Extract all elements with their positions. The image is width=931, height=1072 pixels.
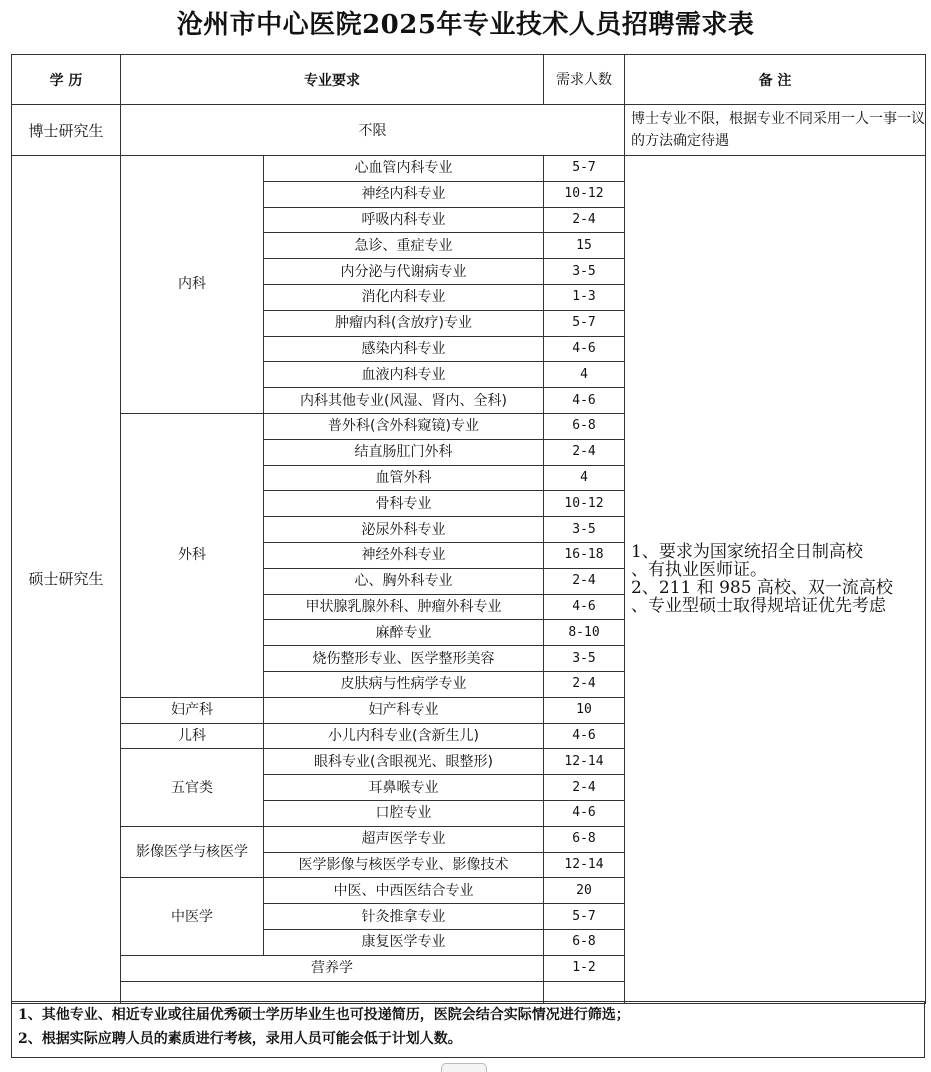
count-cell: 4-6 bbox=[544, 723, 625, 749]
major-cell: 内分泌与代谢病专业 bbox=[264, 259, 544, 285]
major-cell: 感染内科专业 bbox=[264, 336, 544, 362]
major-cell: 妇产科专业 bbox=[264, 697, 544, 723]
count-cell: 4 bbox=[544, 362, 625, 388]
header-remark: 备 注 bbox=[625, 55, 926, 105]
footnote-2: 2、根据实际应聘人员的素质进行考核，录用人员可能会低于计划人数。 bbox=[18, 1031, 462, 1047]
table-header-row bbox=[12, 55, 926, 105]
recruitment-table bbox=[11, 54, 926, 1004]
major-cell: 结直肠肛门外科 bbox=[264, 439, 544, 465]
category-cell: 影像医学与核医学 bbox=[121, 826, 264, 878]
category-cell: 中医学 bbox=[121, 878, 264, 955]
count-cell: 4-6 bbox=[544, 594, 625, 620]
count-cell: 5-7 bbox=[544, 156, 625, 182]
count-cell: 10 bbox=[544, 697, 625, 723]
master-education: 硕士研究生 bbox=[12, 156, 121, 1004]
count-cell: 10-12 bbox=[544, 491, 625, 517]
major-cell: 神经内科专业 bbox=[264, 181, 544, 207]
major-cell: 烧伤整形专业、医学整形美容 bbox=[264, 646, 544, 672]
count-cell: 6-8 bbox=[544, 413, 625, 439]
count-cell: 16-18 bbox=[544, 542, 625, 568]
count-cell: 3-5 bbox=[544, 259, 625, 285]
footnotes bbox=[11, 1001, 925, 1058]
header-major: 专业要求 bbox=[121, 55, 544, 105]
category-cell: 内科 bbox=[121, 156, 264, 414]
count-cell: 1-2 bbox=[544, 955, 625, 981]
remark-line: 、有执业医师证。 bbox=[631, 560, 767, 581]
category-cell: 外科 bbox=[121, 413, 264, 697]
count-cell: 3-5 bbox=[544, 517, 625, 543]
major-cell: 针灸推拿专业 bbox=[264, 904, 544, 930]
footnote-1: 1、其他专业、相近专业或往届优秀硕士学历毕业生也可投递简历，医院会结合实际情况进行筛选； bbox=[18, 1007, 630, 1023]
table-row bbox=[12, 156, 926, 182]
count-cell: 4-6 bbox=[544, 336, 625, 362]
major-cell: 康复医学专业 bbox=[264, 929, 544, 955]
count-cell: 1-3 bbox=[544, 284, 625, 310]
phd-row bbox=[12, 105, 926, 156]
major-cell: 口腔专业 bbox=[264, 800, 544, 826]
remark-line: 2、211 和 985 高校、双一流高校 bbox=[631, 578, 893, 599]
count-cell: 12-14 bbox=[544, 852, 625, 878]
count-cell: 5-7 bbox=[544, 310, 625, 336]
major-cell: 皮肤病与性病学专业 bbox=[264, 671, 544, 697]
category-cell: 五官类 bbox=[121, 749, 264, 826]
count-cell: 5-7 bbox=[544, 904, 625, 930]
major-cell: 医学影像与核医学专业、影像技术 bbox=[264, 852, 544, 878]
phd-education: 博士研究生 bbox=[12, 105, 121, 156]
major-cell: 内科其他专业(风湿、肾内、全科) bbox=[264, 388, 544, 414]
empty-cell bbox=[121, 981, 544, 1003]
count-cell: 4-6 bbox=[544, 800, 625, 826]
major-cell: 超声医学专业 bbox=[264, 826, 544, 852]
count-cell: 10-12 bbox=[544, 181, 625, 207]
major-cell: 甲状腺乳腺外科、肿瘤外科专业 bbox=[264, 594, 544, 620]
major-cell: 急诊、重症专业 bbox=[264, 233, 544, 259]
master-remark bbox=[625, 156, 926, 1004]
category-cell: 儿科 bbox=[121, 723, 264, 749]
phd-major: 不限 bbox=[121, 105, 625, 156]
count-cell: 3-5 bbox=[544, 646, 625, 672]
major-cell: 眼科专业(含眼视光、眼整形) bbox=[264, 749, 544, 775]
major-cell: 肿瘤内科(含放疗)专业 bbox=[264, 310, 544, 336]
major-cell: 耳鼻喉专业 bbox=[264, 775, 544, 801]
major-cell: 小儿内科专业(含新生儿) bbox=[264, 723, 544, 749]
major-cell: 中医、中西医结合专业 bbox=[264, 878, 544, 904]
empty-cell bbox=[544, 981, 625, 1003]
major-cell: 血管外科 bbox=[264, 465, 544, 491]
count-cell: 2-4 bbox=[544, 568, 625, 594]
count-cell: 4-6 bbox=[544, 388, 625, 414]
count-cell: 12-14 bbox=[544, 749, 625, 775]
header-education: 学 历 bbox=[12, 55, 121, 105]
count-cell: 4 bbox=[544, 465, 625, 491]
major-cell: 血液内科专业 bbox=[264, 362, 544, 388]
count-cell: 2-4 bbox=[544, 439, 625, 465]
count-cell: 2-4 bbox=[544, 671, 625, 697]
count-cell: 2-4 bbox=[544, 775, 625, 801]
remark-line: 1、要求为国家统招全日制高校 bbox=[631, 542, 863, 563]
major-cell: 呼吸内科专业 bbox=[264, 207, 544, 233]
major-cell: 消化内科专业 bbox=[264, 284, 544, 310]
major-cell: 神经外科专业 bbox=[264, 542, 544, 568]
major-cell: 心、胸外科专业 bbox=[264, 568, 544, 594]
major-cell: 骨科专业 bbox=[264, 491, 544, 517]
major-cell: 普外科(含外科窥镜)专业 bbox=[264, 413, 544, 439]
count-cell: 20 bbox=[544, 878, 625, 904]
major-cell: 营养学 bbox=[121, 955, 544, 981]
count-cell: 2-4 bbox=[544, 207, 625, 233]
major-cell: 泌尿外科专业 bbox=[264, 517, 544, 543]
page-title: 沧州市中心医院2025年专业技术人员招聘需求表 bbox=[176, 10, 755, 40]
count-cell: 15 bbox=[544, 233, 625, 259]
count-cell: 8-10 bbox=[544, 620, 625, 646]
header-count: 需求人数 bbox=[544, 55, 625, 105]
count-cell: 6-8 bbox=[544, 826, 625, 852]
count-cell: 6-8 bbox=[544, 929, 625, 955]
remark-line: 、专业型硕士取得规培证优先考虑 bbox=[631, 596, 886, 617]
scroll-handle[interactable] bbox=[441, 1063, 487, 1072]
phd-remark: 博士专业不限，根据专业不同采用一人一事一议的方法确定待遇 bbox=[625, 105, 926, 156]
major-cell: 麻醉专业 bbox=[264, 620, 544, 646]
category-cell: 妇产科 bbox=[121, 697, 264, 723]
major-cell: 心血管内科专业 bbox=[264, 156, 544, 182]
